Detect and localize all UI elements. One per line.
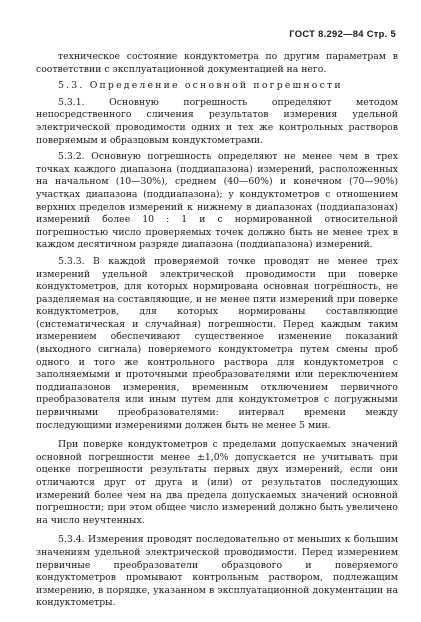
paragraph-5-3-1: 5.3.1. Основную погрешность определяют методом непосредственного сличения результатов измерения удельной электрической проводимости одних и тех же контрольных растворов поверяемым и образцовым кондуктометрами. (36, 96, 398, 146)
document-body (36, 51, 398, 610)
paragraph-5-3-2: 5.3.2. Основную погрешность определяют не менее чем в трех точках каждого диапазона (поддиапазона) измерений, расположенных на начальном (10—30%), среднем (40—60%) и конечном (70—90%) участках диапазона (поддиапазона); у кондуктометров с отношением верхних пределов измерений к нижнему в диапазонах (поддиапазонах) измерений более 10 : 1 и с нормированной относительной погрешностью число проверяемых точек должно быть не менее трех в каждом десятичном разряде диапазона (поддиапазона) измерений. (36, 151, 398, 251)
paragraph-5-3-4: 5.3.4. Измерения проводят последовательно от меньших к большим значениям удельной электрической проводимости. Перед измерением первичные преобразователи образцового и поверяемого кондуктометров промывают контрольным раствором, подлежащим измерению, в порядке, указанном в эксплуатационной документации на кондуктометры. (36, 534, 398, 609)
page-header (36, 28, 398, 39)
section-title-5-3: 5.3. Определение основной погрешности (58, 80, 343, 92)
document-page (36, 28, 398, 610)
paragraph-5-3-3: 5.3.3. В каждой проверяемой точке проводят не менее трех измерений удельной электрической проводимости при поверке кондуктометров, для которых нормирована основная погрешность, не разделяемая на составляющие, и не менее пяти измерений при поверке кондуктометров, для которых нормированы составляющие (систематическая и случайная) погрешности. Перед каждым таким измерением обеспечивают существенное изменение показаний (выходного сигнала) поверяемого кондуктометра путем смены проб одного и того же контрольного раствора для кондуктометров с заполняемыми и проточными преобразователями или переключением поддиапазонов измерения, временным отключением первичного преобразователя или иным путем для кондуктометров с погружными первичными преобразователями: интервал времени между последующими измерениями должен быть не менее 5 мин. (36, 255, 398, 431)
standard-number: ГОСТ 8.292—84 (289, 28, 364, 39)
paragraph-tolerance-note: При поверке кондуктометров с пределами допускаемых значений основной погрешности менее ±1,0% допускается не учитывать при оценке погрешности результаты первых двух измерений, если они отличаются друг от друга и (или) от результатов последующих измерений более чем на два предела допускаемых значений основной погрешности; при этом общее число измерений должно быть увеличено на число неучтенных. (36, 439, 398, 526)
paragraph-continuation: техническое состояние кондуктометра по другим параметрам в соответствии с эксплуатационной документацией на него. (36, 51, 398, 75)
page-number: Стр. 5 (366, 28, 396, 39)
